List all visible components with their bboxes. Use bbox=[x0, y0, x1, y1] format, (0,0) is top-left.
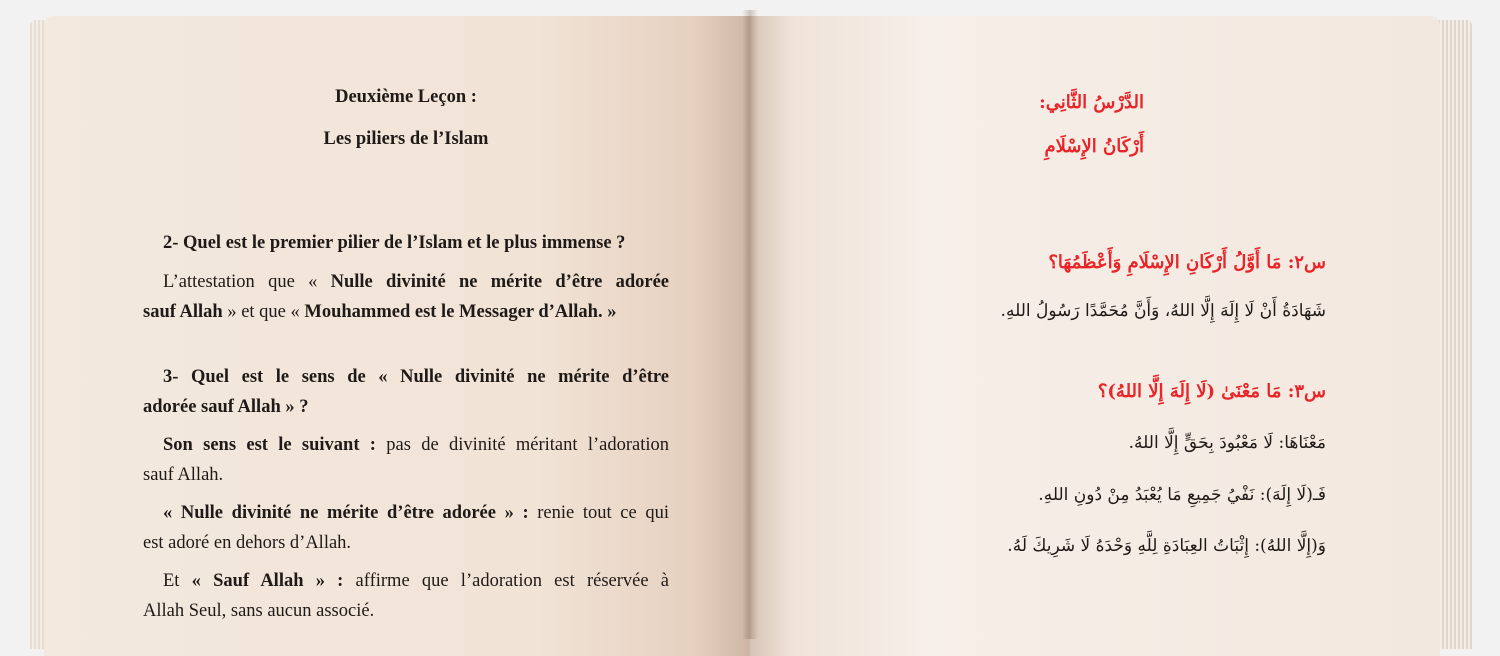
answer-2-line-1 bbox=[163, 267, 669, 297]
negation-line-2: est adoré en dehors d’Allah. bbox=[143, 533, 352, 553]
left-page bbox=[44, 16, 750, 656]
question-2-fr: 2- Quel est le premier pilier de l’Islam et le plus immense ? bbox=[163, 233, 626, 253]
affirmation-rest: affirme que l’adoration est réservée à bbox=[343, 571, 669, 591]
answer-2-line-2 bbox=[143, 297, 669, 327]
book-spine-shadow bbox=[742, 10, 758, 639]
meaning-line-2: sauf Allah. bbox=[143, 465, 224, 485]
answer-2-prefix: L’attestation que « bbox=[163, 272, 331, 292]
meaning-rest: pas de divinité méritant l’adoration bbox=[375, 435, 669, 455]
lesson-subtitle-fr: Les piliers de l’Islam bbox=[323, 129, 489, 149]
lesson-title-fr: Deuxième Leçon : bbox=[335, 87, 477, 107]
negation-line-1 bbox=[163, 498, 669, 528]
lesson-subtitle-ar: أَرْكَانُ الإِسْلَامِ bbox=[1044, 136, 1144, 157]
lesson-title-ar: الدَّرْسُ الثَّانِي: bbox=[1039, 92, 1144, 113]
answer-2-ar: شَهَادَةُ أَنْ لَا إِلَهَ إِلَّا اللهُ، وَأَنَّ مُحَمَّدًا رَسُولُ اللهِ. bbox=[1000, 301, 1326, 321]
meaning-line-1 bbox=[163, 430, 669, 460]
affirmation-line-1 bbox=[163, 566, 669, 596]
question-2-ar: س٢: مَا أَوَّلُ أَرْكَانِ الإِسْلَامِ وَأَعْظَمُهَا؟ bbox=[1048, 252, 1326, 273]
question-3-fr-line-1: 3- Quel est le sens de « Nulle divinité ne mérite d’être bbox=[163, 367, 669, 387]
question-3-fr-line-2: adorée sauf Allah » ? bbox=[143, 397, 309, 417]
answer-2-bold-3: Mouhammed est le Messager d’Allah. » bbox=[304, 302, 617, 322]
negation-bold: « Nulle divinité ne mérite d’être adorée » : bbox=[163, 503, 529, 523]
negation-ar: فَـ(لَا إِلَهَ): نَفْيُ جَمِيعِ مَا يُعْبَدُ مِنْ دُونِ اللهِ. bbox=[1038, 485, 1326, 505]
negation-rest: renie tout ce qui bbox=[528, 503, 669, 523]
affirmation-ar: وَ(إِلَّا اللهُ): إِثْبَاتُ العِبَادَةِ لِلَّهِ وَحْدَهُ لَا شَرِيكَ لَهُ. bbox=[1007, 536, 1326, 556]
affirmation-line-2: Allah Seul, sans aucun associé. bbox=[143, 601, 375, 621]
question-3-ar: س٣: مَا مَعْنَىٰ (لَا إِلَهَ إِلَّا اللهُ)؟ bbox=[1097, 381, 1326, 402]
affirmation-bold: « Sauf Allah » : bbox=[191, 571, 344, 591]
answer-2-bold-1: Nulle divinité ne mérite d’être adorée bbox=[330, 272, 669, 292]
meaning-ar: مَعْنَاهَا: لَا مَعْبُودَ بِحَقٍّ إِلَّا اللهُ. bbox=[1128, 433, 1326, 453]
meaning-bold: Son sens est le suivant : bbox=[163, 435, 376, 455]
affirmation-prefix: Et bbox=[163, 571, 192, 591]
answer-2-middle: » et que « bbox=[222, 302, 305, 322]
answer-2-bold-2: sauf Allah bbox=[143, 302, 223, 322]
